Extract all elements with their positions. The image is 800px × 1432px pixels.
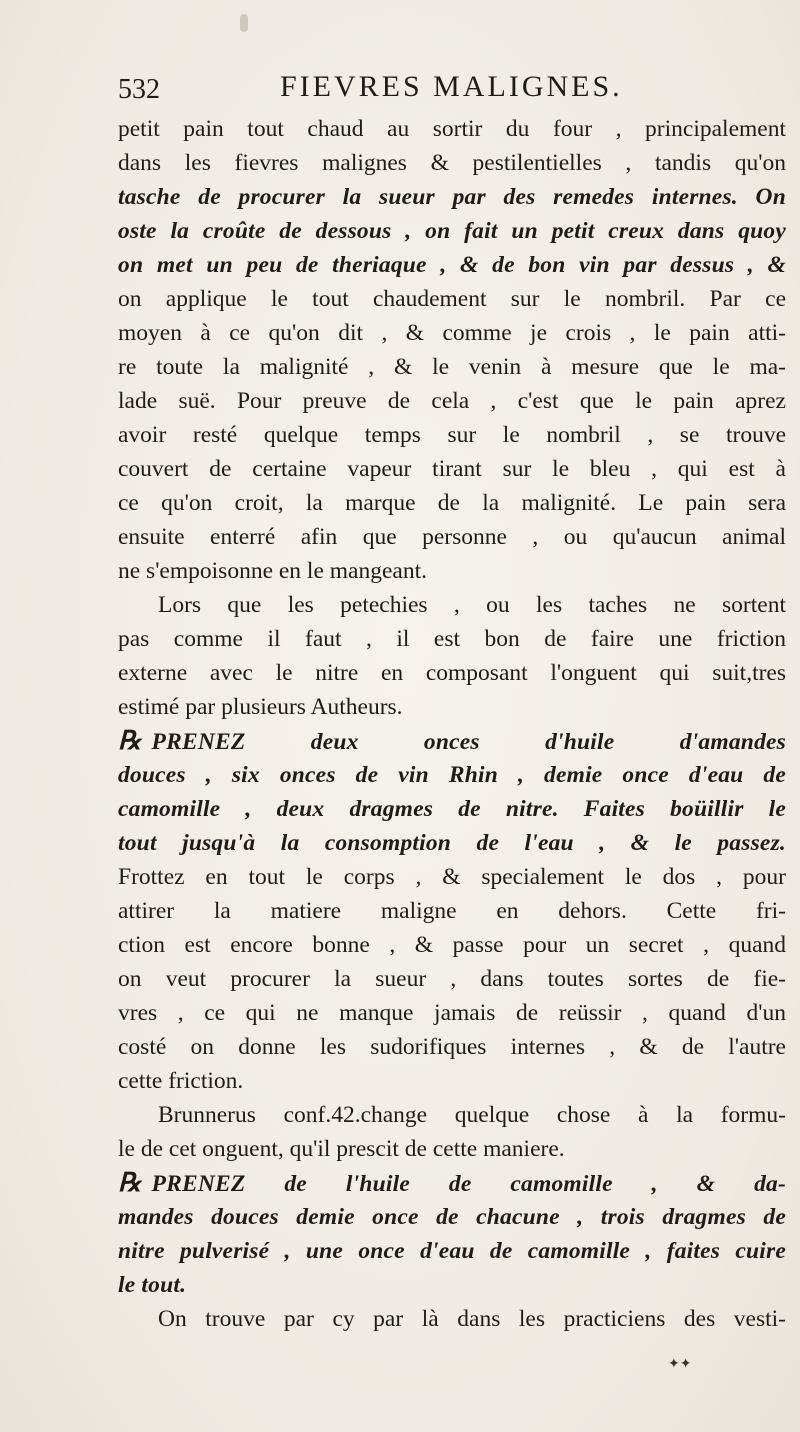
text-line: ction est encore bonne , & passe pour un secret , quand bbox=[118, 932, 786, 958]
text-line: on veut procurer la sueur , dans toutes sortes de fie- bbox=[118, 966, 786, 992]
text-line: mandes douces demie once de chacune , trois dragmes de bbox=[118, 1204, 786, 1230]
text-line: couvert de certaine vapeur tirant sur le bleu , qui est à bbox=[118, 456, 786, 482]
text-line: Lors que les petechies , ou les taches ne sortent bbox=[158, 592, 786, 618]
text-line: externe avec le nitre en composant l'onguent qui suit,tres bbox=[118, 660, 786, 686]
text-line: moyen à ce qu'on dit , & comme je crois , le pain atti- bbox=[118, 320, 786, 346]
text-line: douces , six onces de vin Rhin , demie once d'eau de bbox=[118, 762, 786, 788]
page-header bbox=[118, 70, 678, 110]
text-line: nitre pulverisé , une once d'eau de camomille , faites cuire bbox=[118, 1238, 786, 1264]
text-line: tout jusqu'à la consomption de l'eau , & le passez. bbox=[118, 830, 786, 856]
text-line: camomille , deux dragmes de nitre. Faites boüillir le bbox=[118, 796, 786, 822]
recipe-text: PRENEZ de l'huile de camomille , & da- bbox=[151, 1171, 786, 1197]
catchword-ornament: ✦✦ bbox=[668, 1356, 692, 1372]
text-line: estimé par plusieurs Autheurs. bbox=[118, 694, 403, 720]
text-line: tasche de procurer la sueur par des remedes internes. On bbox=[118, 184, 786, 210]
recipe-text: PRENEZ deux onces d'huile d'amandes bbox=[151, 729, 786, 755]
text-line: cette friction. bbox=[118, 1068, 244, 1094]
text-line: vres , ce qui ne manque jamais de reüssir , quand d'un bbox=[118, 1000, 786, 1026]
ink-smudge bbox=[240, 14, 248, 32]
text-line: on applique le tout chaudement sur le nombril. Par ce bbox=[118, 286, 786, 312]
text-line: le tout. bbox=[118, 1272, 187, 1298]
text-line: ce qu'on croit, la marque de la malignité. Le pain sera bbox=[118, 490, 786, 516]
text-line: costé on donne les sudorifiques internes , & de l'autre bbox=[118, 1034, 786, 1060]
text-line: On trouve par cy par là dans les practiciens des vesti- bbox=[158, 1306, 786, 1332]
text-line: Frottez en tout le corps , & specialement le dos , pour bbox=[118, 864, 786, 890]
body-text bbox=[118, 112, 786, 1336]
running-title: FIEVRES MALIGNES. bbox=[280, 70, 623, 103]
recipe-symbol: ℞ bbox=[118, 1168, 142, 1197]
text-line: re toute la malignité , & le venin à mesure que le ma- bbox=[118, 354, 786, 380]
text-line: le de cet onguent, qu'il prescit de cette maniere. bbox=[118, 1136, 565, 1162]
text-line: Brunnerus conf.42.change quelque chose à la formu- bbox=[158, 1102, 786, 1128]
text-line: avoir resté quelque temps sur le nombril , se trouve bbox=[118, 422, 786, 448]
text-line: oste la croûte de dessous , on fait un petit creux dans quoy bbox=[118, 218, 786, 244]
recipe-symbol: ℞ bbox=[118, 726, 142, 755]
text-line: attirer la matiere maligne en dehors. Cette fri- bbox=[118, 898, 786, 924]
text-line: dans les fievres malignes & pestilentielles , tandis qu'on bbox=[118, 150, 786, 176]
text-line: lade suë. Pour preuve de cela , c'est que le pain aprez bbox=[118, 388, 786, 414]
text-line: on met un peu de theriaque , & de bon vin par dessus , & bbox=[118, 252, 786, 278]
text-line: ensuite enterré afin que personne , ou qu'aucun animal bbox=[118, 524, 786, 550]
recipe-line bbox=[118, 1166, 786, 1200]
recipe-line bbox=[118, 724, 786, 758]
text-line: ne s'empoisonne en le mangeant. bbox=[118, 558, 427, 584]
text-line: petit pain tout chaud au sortir du four , principalement bbox=[118, 116, 786, 142]
page-number: 532 bbox=[118, 74, 160, 105]
text-line: pas comme il faut , il est bon de faire une friction bbox=[118, 626, 786, 652]
